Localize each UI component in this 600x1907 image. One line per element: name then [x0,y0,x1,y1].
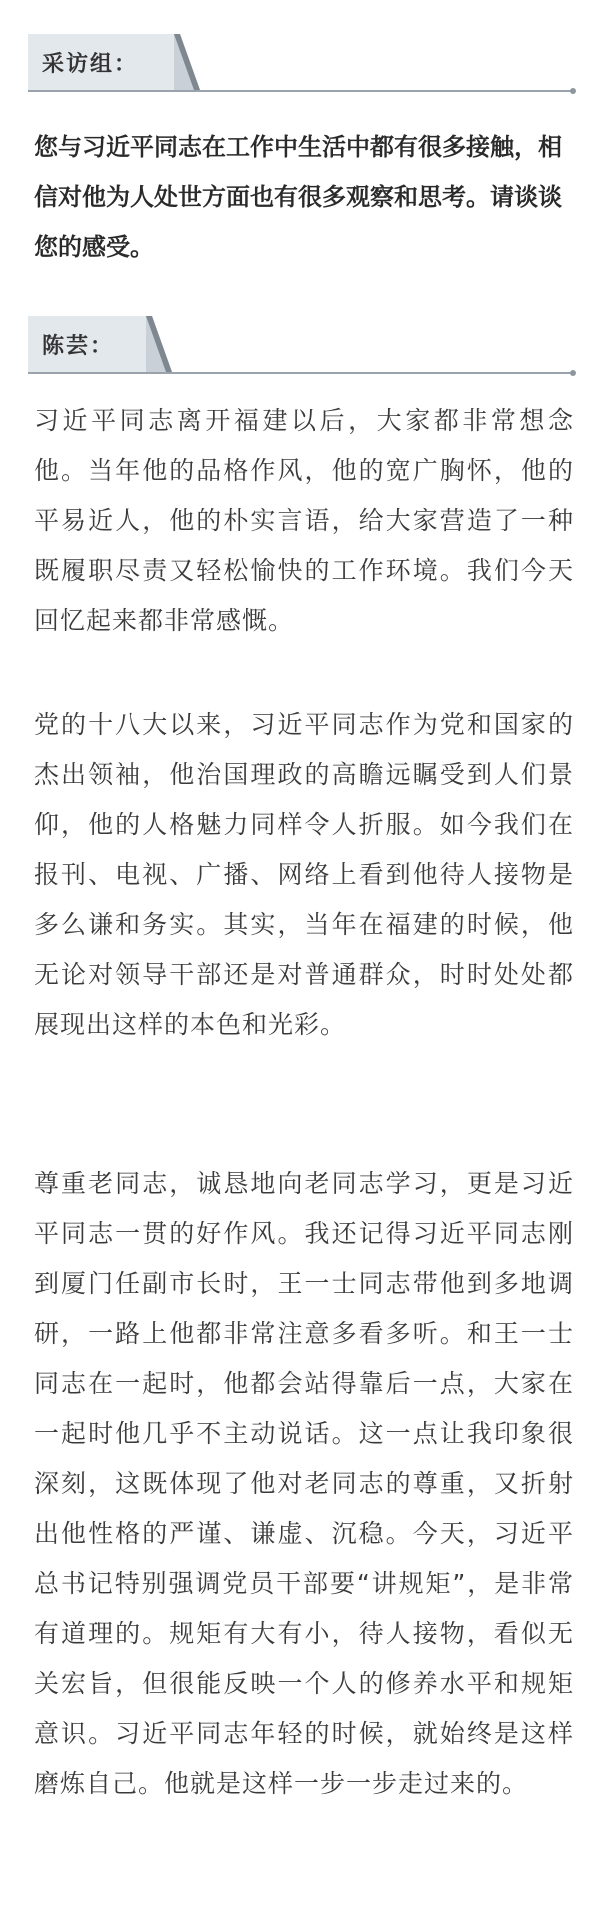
header-rule [28,372,574,374]
rule-end-dot [570,88,576,94]
respondent-label: 陈芸： [28,316,148,372]
interviewer-header [28,34,574,94]
header-rule [28,90,574,92]
fold-corner-icon [146,316,172,374]
interviewer-label: 采访组： [28,34,176,90]
answer-paragraph-1: 习近平同志离开福建以后，大家都非常想念他。当年他的品格作风，他的宽广胸怀，他的平易近人，他的朴实言语，给大家营造了一种既履职尽责又轻松愉快的工作环境。我们今天回忆起来都非常感慨。 [34,406,574,635]
fold-corner-icon [174,34,200,92]
rule-end-dot [570,370,576,376]
answer-paragraph-2: 党的十八大以来，习近平同志作为党和国家的杰出领袖，他治国理政的高瞻远瞩受到人们景仰，他的人格魅力同样令人折服。如今我们在报刊、电视、广播、网络上看到他待人接物是多么谦和务实。其实，当年在福建的时候，他无论对领导干部还是对普通群众，时时处处都展现出这样的本色和光彩。 [34,710,574,1039]
respondent-header [28,316,574,376]
question-text: 您与习近平同志在工作中生活中都有很多接触，相信对他为人处世方面也有很多观察和思考。请谈谈您的感受。 [34,133,562,261]
answer-paragraph-3: 尊重老同志，诚恳地向老同志学习，更是习近平同志一贯的好作风。我还记得习近平同志刚到厦门任副市长时，王一士同志带他到多地调研，一路上他都非常注意多看多听。和王一士同志在一起时，他都会站得靠后一点，大家在一起时他几乎不主动说话。这一点让我印象很深刻，这既体现了他对老同志的尊重，又折射出他性格的严谨、谦虚、沉稳。今天，习近平总书记特别强调党员干部要“讲规矩”，是非常有道理的。规矩有大有小，待人接物，看似无关宏旨，但很能反映一个人的修养水平和规矩意识。习近平同志年轻的时候，就始终是这样磨炼自己。他就是这样一步一步走过来的。 [34,1169,574,1798]
